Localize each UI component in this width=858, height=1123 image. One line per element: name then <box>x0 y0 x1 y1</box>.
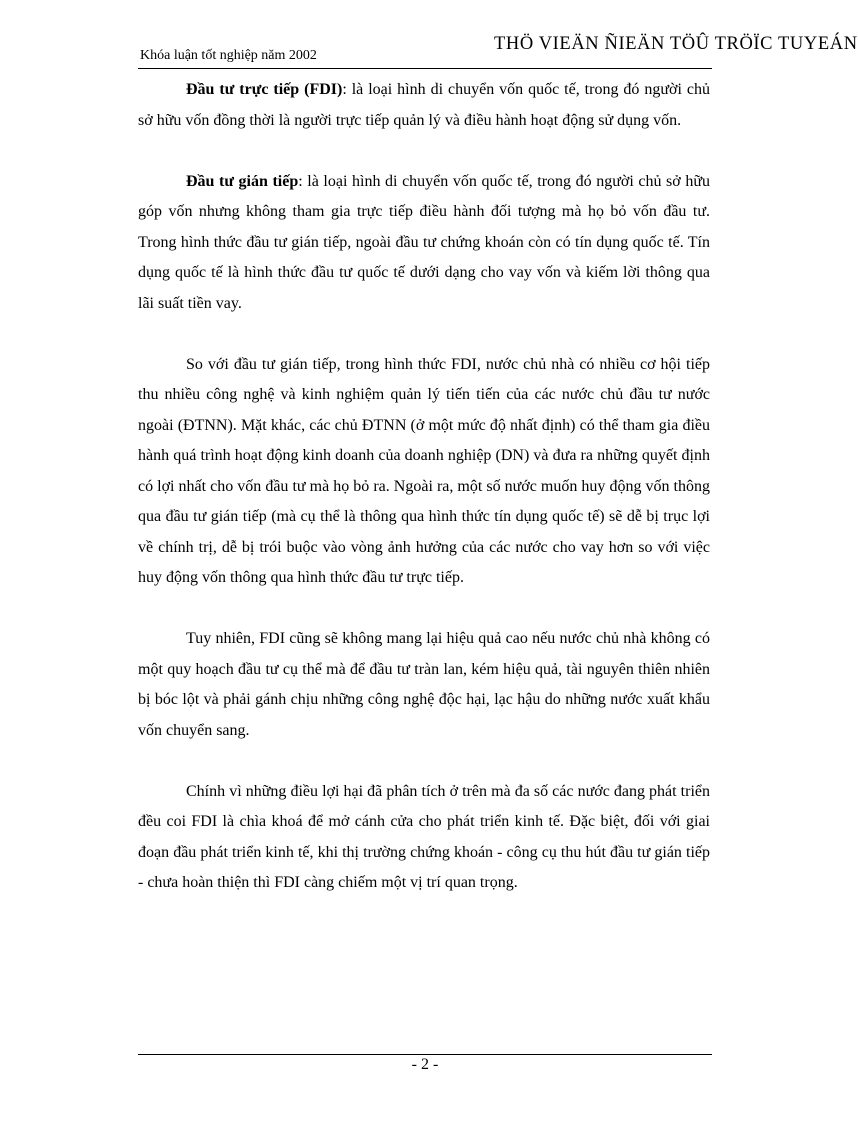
paragraph-text: : là loại hình di chuyển vốn quốc tế, trong đó người chủ sở hữu vốn đồng thời là người trực tiếp quản lý và điều hành hoạt động sử dụng vốn. <box>138 81 710 129</box>
paragraph-conclusion <box>138 777 710 899</box>
footer-divider <box>138 1054 712 1055</box>
term-indirect-investment: Đầu tư gián tiếp <box>186 172 299 190</box>
paragraph-comparison <box>138 350 710 594</box>
library-watermark: THÖ VIEÄN ÑIEÄN TÖÛ TRÖÏC TUYEÁN <box>494 34 858 54</box>
header-divider <box>138 68 712 69</box>
paragraph-text: Tuy nhiên, FDI cũng sẽ không mang lại hiệu quả cao nếu nước chủ nhà không có một quy hoạch đầu tư cụ thể mà để đầu tư tràn lan, kém hiệu quả, tài nguyên thiên nhiên bị bóc lột và phải gánh chịu những công nghệ độc hại, lạc hậu do những nước xuất khẩu vốn chuyển sang. <box>138 630 710 739</box>
page-number: - 2 - <box>411 1056 439 1073</box>
body-text <box>138 75 710 929</box>
header-thesis-title: Khóa luận tốt nghiệp năm 2002 <box>140 48 317 63</box>
paragraph-indirect-investment <box>138 167 710 320</box>
paragraph-text: : là loại hình di chuyển vốn quốc tế, trong đó người chủ sở hữu góp vốn nhưng không tham gia trực tiếp điều hành đối tượng mà họ bỏ vốn đầu tư. Trong hình thức đầu tư gián tiếp, ngoài đầu tư chứng khoán còn có tín dụng quốc tế. Tín dụng quốc tế là hình thức đầu tư quốc tế dưới dạng cho vay vốn và kiếm lời thông qua lãi suất tiền vay. <box>138 172 711 312</box>
paragraph-drawbacks <box>138 624 710 746</box>
paragraph-text: Chính vì những điều lợi hại đã phân tích ở trên mà đa số các nước đang phát triển đều coi FDI là chìa khoá để mở cánh cửa cho phát triển kinh tế. Đặc biệt, đối với giai đoạn đầu phát triển kinh tế, khi thị trường chứng khoán - công cụ thu hút đầu tư gián tiếp - chưa hoàn thiện thì FDI càng chiếm một vị trí quan trọng. <box>138 782 710 891</box>
paragraph-fdi-definition <box>138 75 710 136</box>
paragraph-text: So với đầu tư gián tiếp, trong hình thức FDI, nước chủ nhà có nhiều cơ hội tiếp thu nhiều công nghệ và kinh nghiệm quản lý tiến tiến của các nước chủ đầu tư nước ngoài (ĐTNN). Mặt khác, các chủ ĐTNN (ở một mức độ nhất định) có thể tham gia điều hành quá trình hoạt động kinh doanh của doanh nghiệp (DN) và đưa ra những quyết định có lợi nhất cho vốn đầu tư mà họ bỏ ra. Ngoài ra, một số nước muốn huy động vốn thông qua đầu tư gián tiếp (mà cụ thể là thông qua hình thức tín dụng quốc tế) sẽ dễ bị trục lợi về chính trị, dễ bị trói buộc vào vòng ảnh hưởng của các nước cho vay hơn so với việc huy động vốn thông qua hình thức đầu tư trực tiếp. <box>138 355 710 586</box>
term-fdi: Đầu tư trực tiếp (FDI) <box>186 81 343 98</box>
